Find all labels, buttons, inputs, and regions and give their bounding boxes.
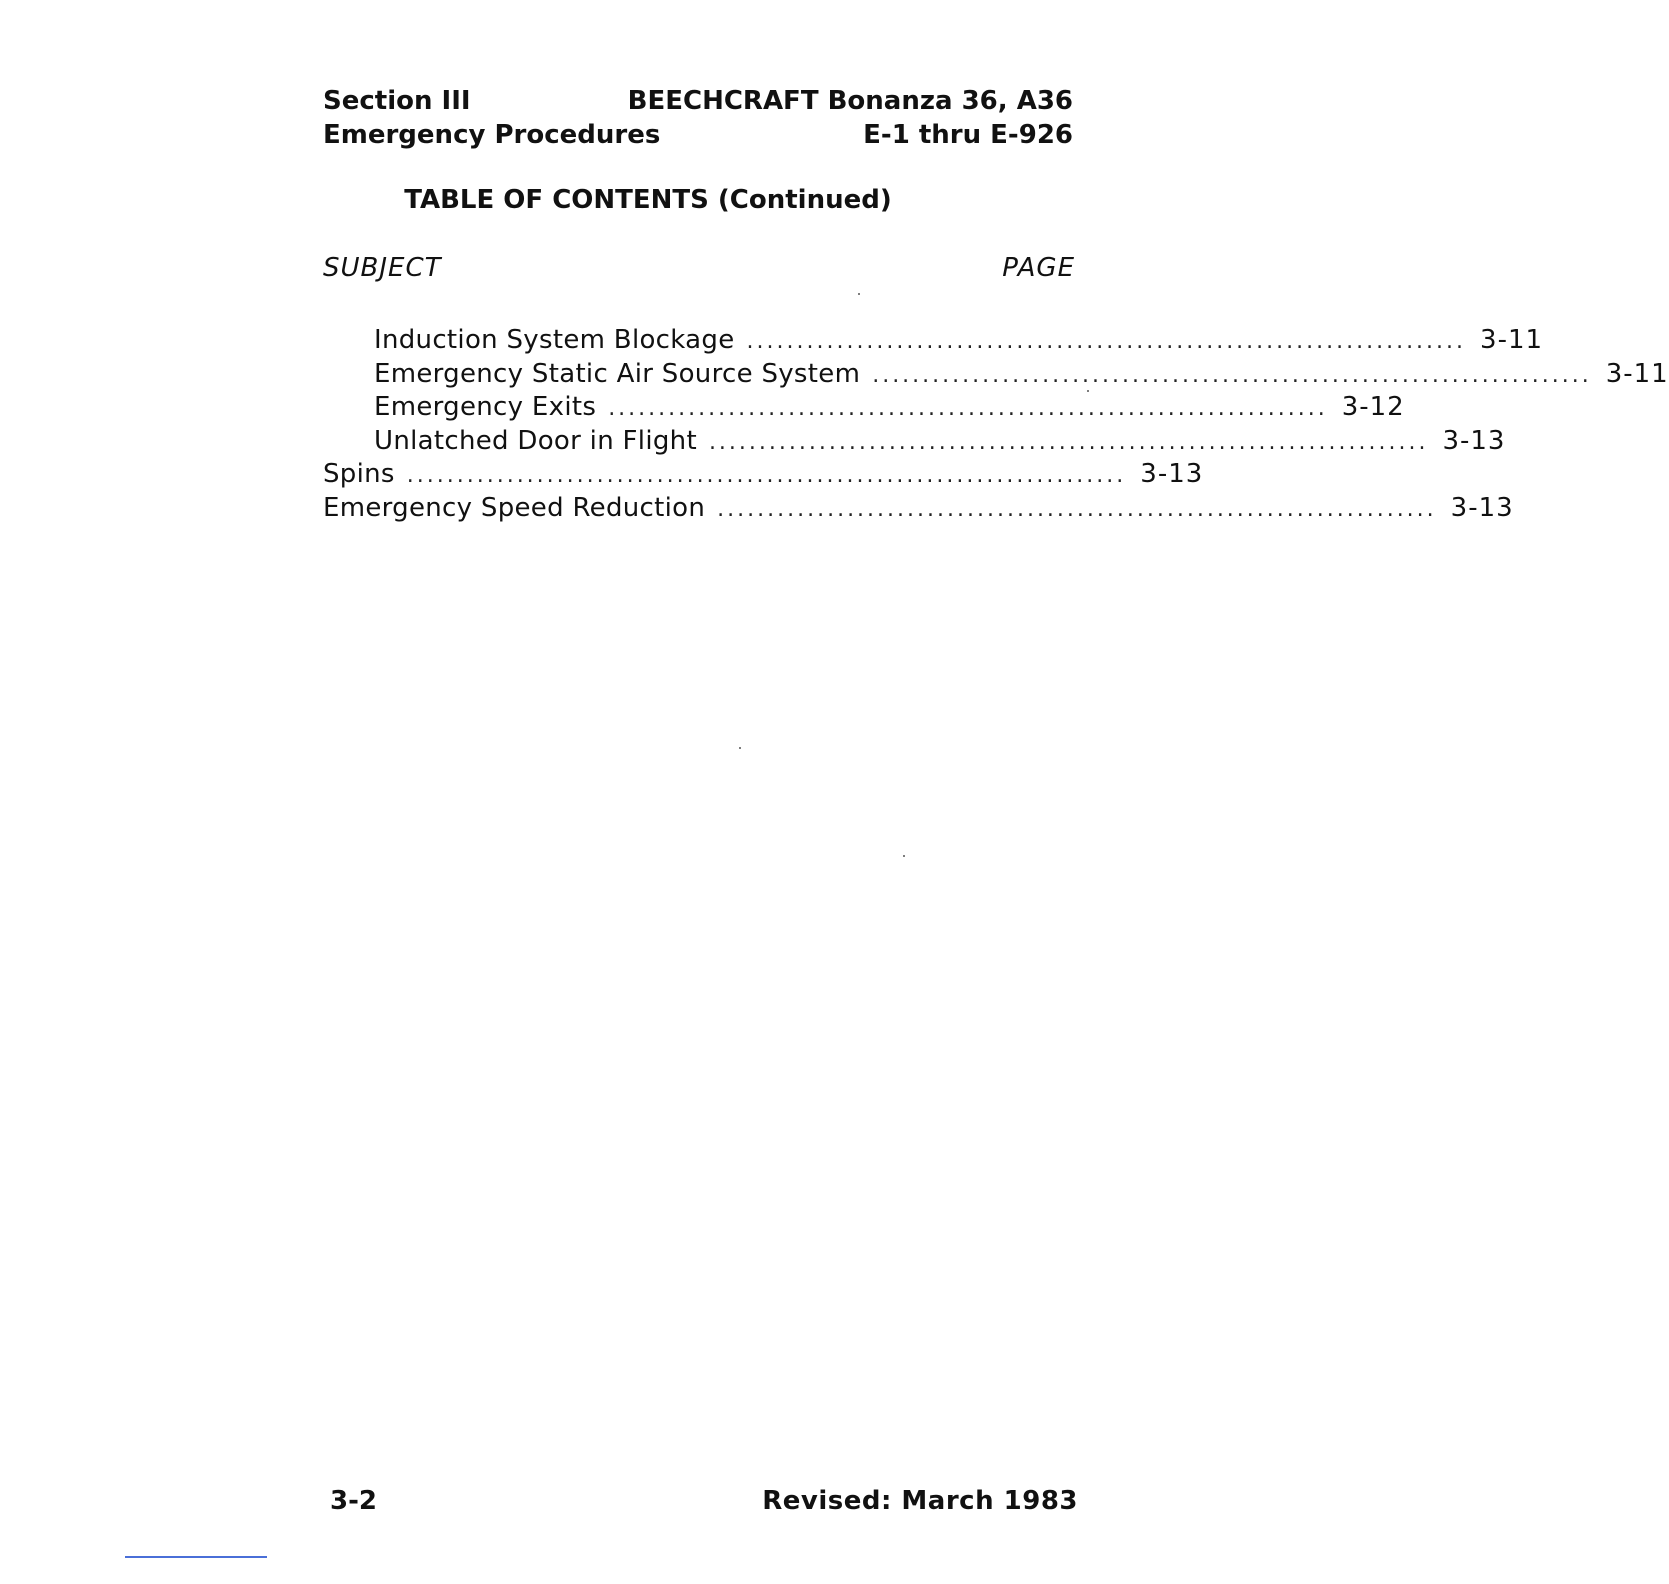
header-row-top xyxy=(323,84,1073,118)
toc-entry-page: 3-13 xyxy=(1140,459,1204,490)
toc-list xyxy=(323,324,1669,526)
toc-entry xyxy=(323,391,1405,425)
toc-entry-label: Spins xyxy=(323,459,395,490)
section-label: Section III xyxy=(323,86,471,116)
dot-leader: ........................................................................ xyxy=(872,362,1592,388)
toc-entry-label: Emergency Static Air Source System xyxy=(374,358,861,389)
toc-title-container xyxy=(323,183,1073,217)
dot-leader: ........................................................................ xyxy=(708,429,1429,455)
header-row-bottom xyxy=(323,118,1073,152)
toc-entry xyxy=(323,324,1544,358)
subsection-label: Emergency Procedures xyxy=(323,120,661,150)
toc-entry-page: 3-11 xyxy=(1480,325,1544,355)
dot-leader: ........................................................................ xyxy=(717,496,1437,522)
toc-entry-label: Emergency Exits xyxy=(374,392,597,423)
toc-entry xyxy=(323,358,1669,392)
toc-entry-page: 3-12 xyxy=(1341,392,1405,423)
serial-range: E-1 thru E-926 xyxy=(863,120,1073,150)
page-footer xyxy=(330,1484,1078,1518)
dot-leader: ........................................................................ xyxy=(608,396,1328,422)
footer-revision: Revised: March 1983 xyxy=(762,1486,1078,1516)
footer-page-number: 3-2 xyxy=(330,1486,377,1516)
page-heading: PAGE xyxy=(1002,253,1075,283)
aircraft-model: BEECHCRAFT Bonanza 36, A36 xyxy=(627,86,1073,116)
toc-entry-label: Unlatched Door in Flight xyxy=(374,425,697,456)
dot-leader: ........................................................................ xyxy=(746,329,1467,354)
toc-title: TABLE OF CONTENTS (Continued) xyxy=(404,185,892,215)
toc-entry-page: 3-11 xyxy=(1605,358,1669,389)
subject-heading: SUBJECT xyxy=(323,253,442,283)
scan-edge-rule xyxy=(125,1556,267,1558)
toc-entry xyxy=(323,458,1204,492)
dot-leader: ........................................................................ xyxy=(406,463,1127,489)
toc-entry xyxy=(323,425,1506,459)
toc-entry-page: 3-13 xyxy=(1442,425,1506,456)
scan-speck xyxy=(903,855,905,857)
scan-speck xyxy=(739,747,741,749)
toc-entry xyxy=(323,492,1514,526)
toc-entry-label: Induction System Blockage xyxy=(374,325,735,355)
scan-speck xyxy=(1087,390,1089,392)
toc-entry-label: Emergency Speed Reduction xyxy=(323,492,706,523)
page-header xyxy=(323,84,1073,152)
toc-entry-page: 3-13 xyxy=(1450,492,1514,523)
scan-speck xyxy=(858,293,860,295)
column-headers xyxy=(323,251,1075,285)
